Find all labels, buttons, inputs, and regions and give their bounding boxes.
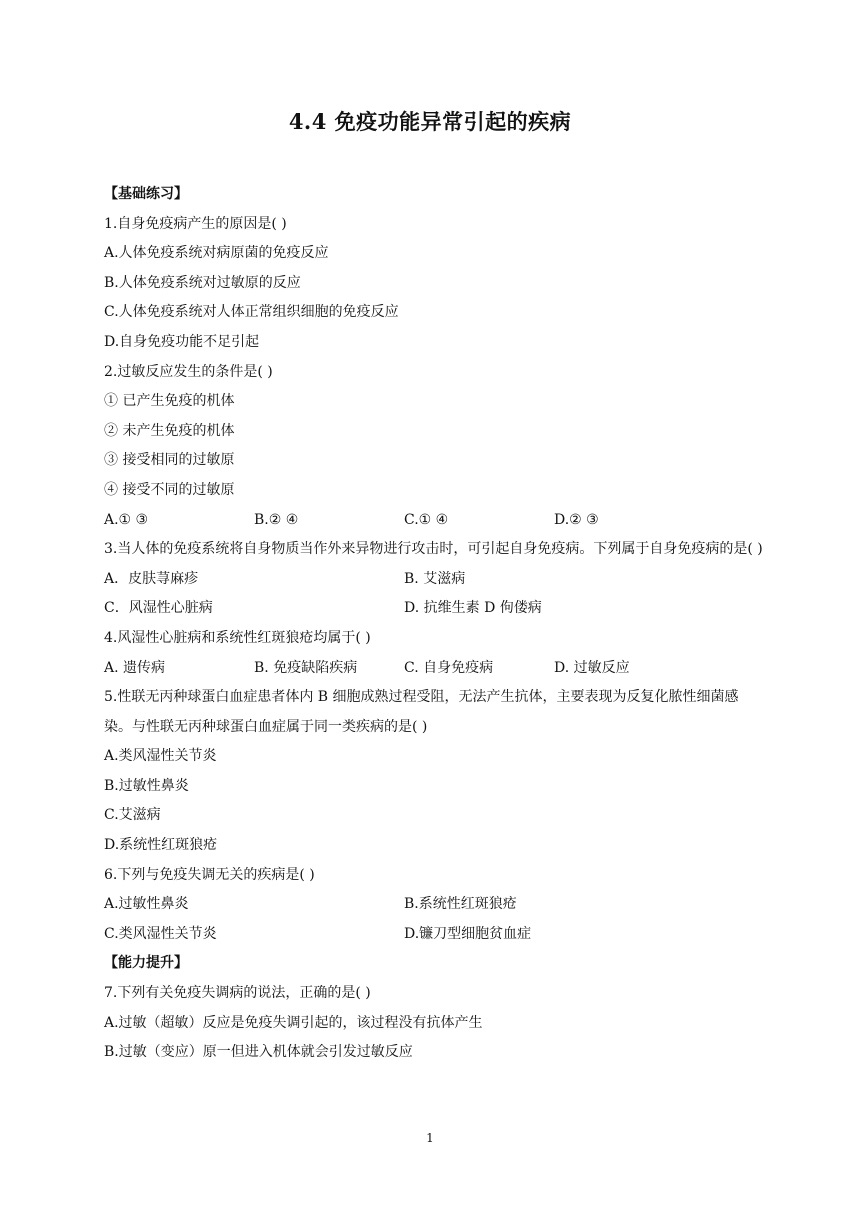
question-5-option-d: D.系统性红斑狼疮 — [104, 837, 218, 854]
question-6-option-a: A.过敏性鼻炎 — [104, 896, 189, 913]
page-number: 1 — [426, 1131, 434, 1145]
question-2-option-a: A.① ③ — [104, 511, 149, 528]
question-7-option-a: A.过敏（超敏）反应是免疫失调引起的，该过程没有抗体产生 — [104, 1014, 483, 1031]
question-5-option-b: B.过敏性鼻炎 — [104, 777, 189, 794]
question-1-stem: 1.自身免疫病产生的原因是( ) — [104, 215, 287, 232]
question-6-stem: 6.下列与免疫失调无关的疾病是( ) — [104, 866, 315, 883]
question-4-option-d: D. 过敏反应 — [554, 659, 630, 676]
question-1-option-a: A.人体免疫系统对病原菌的免疫反应 — [104, 245, 329, 262]
question-6-option-c: C.类风湿性关节炎 — [104, 925, 217, 942]
question-2-options — [104, 506, 764, 536]
question-6-options-row-1 — [104, 890, 764, 920]
question-4-option-a: A. 遗传病 — [104, 659, 166, 676]
question-1-option-b: B.人体免疫系统对过敏原的反应 — [104, 274, 301, 291]
question-4-stem: 4.风湿性心脏病和系统性红斑狼疮均属于( ) — [104, 629, 371, 646]
question-2-item-2: ② 未产生免疫的机体 — [104, 422, 235, 439]
question-3-option-c: C．风湿性心脏病 — [104, 600, 213, 617]
question-3-option-d: D. 抗维生素 D 佝偻病 — [404, 600, 542, 617]
question-3-options-row-2 — [104, 594, 764, 624]
section-heading-advanced: 【能力提升】 — [104, 955, 188, 972]
question-7-option-b: B.过敏（变应）原一但进入机体就会引发过敏反应 — [104, 1044, 413, 1061]
question-4-option-b: B. 免疫缺陷疾病 — [254, 659, 358, 676]
question-4-options — [104, 654, 764, 684]
question-3-stem: 3.当人体的免疫系统将自身物质当作外来异物进行攻击时，可引起自身免疫病。下列属于自身免疫病的是( ) — [104, 541, 763, 558]
question-3-option-b: B. 艾滋病 — [404, 570, 466, 587]
section-heading-basic: 【基础练习】 — [104, 186, 188, 202]
question-2-option-c: C.① ④ — [404, 511, 449, 528]
question-5-option-c: C.艾滋病 — [104, 807, 161, 824]
question-6-options-row-2 — [104, 920, 764, 950]
question-7-stem: 7.下列有关免疫失调病的说法，正确的是( ) — [104, 985, 371, 1002]
question-2-item-1: ① 已产生免疫的机体 — [104, 393, 235, 410]
question-3-option-a: A．皮肤荨麻疹 — [104, 570, 199, 587]
question-2-item-3: ③ 接受相同的过敏原 — [104, 452, 235, 469]
question-1-option-c: C.人体免疫系统对人体正常组织细胞的免疫反应 — [104, 304, 399, 321]
question-2-option-b: B.② ④ — [254, 511, 299, 528]
question-2-item-4: ④ 接受不同的过敏原 — [104, 481, 235, 498]
question-1-option-d: D.自身免疫功能不足引起 — [104, 333, 260, 350]
question-6-option-d: D.镰刀型细胞贫血症 — [404, 925, 532, 942]
question-5-option-a: A.类风湿性关节炎 — [104, 748, 217, 765]
question-5-stem: 5.性联无丙种球蛋白血症患者体内 B 细胞成熟过程受阻，无法产生抗体，主要表现为反复化脓性细菌感染。与性联无丙种球蛋白血症属于同一类疾病的是( ) — [104, 689, 739, 735]
question-4-option-c: C. 自身免疫病 — [404, 659, 494, 676]
document-body — [104, 180, 764, 1068]
page-title: 4.4 免疫功能异常引起的疾病 — [288, 109, 572, 134]
question-2-stem: 2.过敏反应发生的条件是( ) — [104, 363, 273, 380]
question-3-options-row-1 — [104, 565, 764, 595]
question-2-option-d: D.② ③ — [554, 511, 599, 528]
question-6-option-b: B.系统性红斑狼疮 — [404, 896, 517, 913]
